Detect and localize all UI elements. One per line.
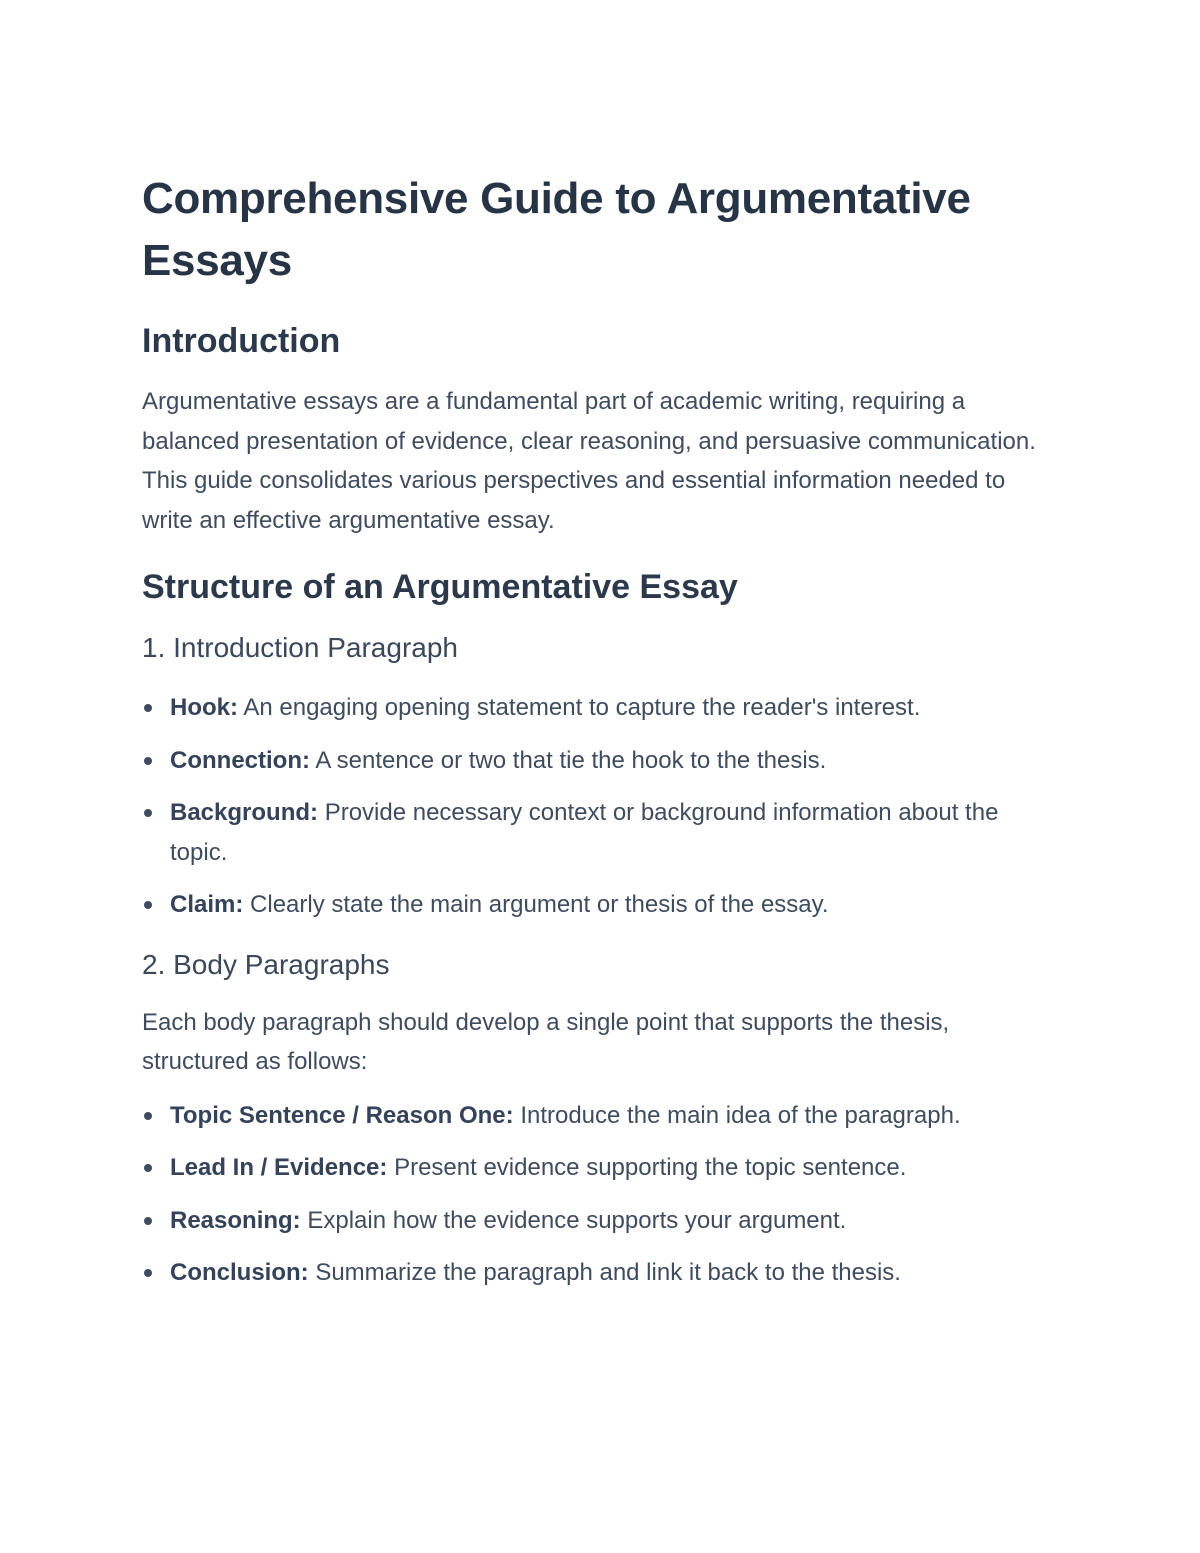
list-item-term: Hook: (170, 694, 238, 721)
list-item (142, 793, 1042, 872)
list-item-term: Lead In / Evidence: (170, 1154, 388, 1181)
introduction-paragraph-heading: 1. Introduction Paragraph (142, 632, 458, 663)
list-item-text: An engaging opening statement to capture the reader's interest. (243, 694, 921, 721)
list-item-term: Reasoning: (170, 1206, 301, 1234)
list-item (142, 1096, 1042, 1136)
bullet-icon (144, 757, 152, 765)
page-title: Comprehensive Guide to Argumentative Essays (142, 174, 971, 285)
list-item-text: Explain how the evidence supports your argument. (307, 1206, 847, 1234)
list-item-term: Connection: (170, 746, 310, 774)
list-item-text: Introduce the main idea of the paragraph. (520, 1101, 961, 1129)
bullet-icon (144, 1164, 152, 1172)
list-item-text: Summarize the paragraph and link it back to the thesis. (315, 1259, 901, 1286)
list-item-term: Background: (170, 799, 319, 826)
introduction-paragraph-list (142, 688, 1042, 925)
bullet-icon (144, 1269, 152, 1277)
document-page (142, 168, 1042, 1306)
bullet-icon (144, 1112, 152, 1120)
list-item-text: Clearly state the main argument or thesis of the essay. (250, 891, 829, 918)
list-item-term: Conclusion: (170, 1259, 309, 1286)
list-item (142, 1253, 1042, 1293)
bullet-icon (144, 704, 152, 712)
list-item-term: Topic Sentence / Reason One: (170, 1101, 514, 1129)
introduction-heading: Introduction (142, 322, 341, 360)
body-paragraphs-list (142, 1096, 1042, 1293)
list-item (142, 688, 1042, 728)
list-item-text: Provide necessary context or background information about the topic. (170, 799, 999, 866)
bullet-icon (144, 809, 152, 817)
list-item-text: Present evidence supporting the topic sentence. (394, 1154, 907, 1181)
body-paragraphs-heading: 2. Body Paragraphs (142, 948, 390, 980)
bullet-icon (144, 1217, 152, 1225)
list-item (142, 1148, 1042, 1188)
list-item-term: Claim: (170, 891, 244, 918)
list-item (142, 885, 1042, 925)
bullet-icon (144, 901, 152, 909)
body-paragraphs-description: Each body paragraph should develop a single point that supports the thesis, structured as follows: (142, 1008, 950, 1075)
introduction-paragraph: Argumentative essays are a fundamental part of academic writing, requiring a balanced presentation of evidence, clear reasoning, and persuasive communication. This guide consolidates various perspectives and essential information needed to write an effective argumentative essay. (142, 388, 1036, 534)
list-item-text: A sentence or two that tie the hook to the thesis. (315, 746, 827, 774)
list-item (142, 1201, 1042, 1241)
list-item (142, 741, 1042, 781)
structure-heading: Structure of an Argumentative Essay (142, 568, 738, 606)
